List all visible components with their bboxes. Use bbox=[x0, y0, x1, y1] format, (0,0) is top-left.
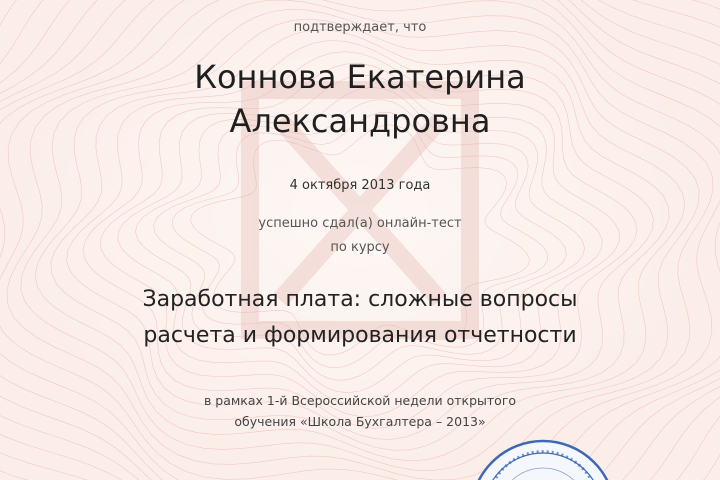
course-title bbox=[0, 282, 720, 354]
course-title-line1: Заработная плата: сложные вопросы bbox=[142, 287, 578, 312]
program-context-line2: обучения «Школа Бухгалтера – 2013» bbox=[234, 414, 486, 429]
certificate-date: 4 октября 2013 года bbox=[289, 178, 431, 193]
seal-stamp bbox=[468, 438, 618, 480]
program-context bbox=[0, 390, 720, 432]
passed-text: успешно сдал(а) онлайн-тест bbox=[258, 216, 462, 231]
course-label: по курсу bbox=[330, 240, 390, 255]
recipient-name bbox=[0, 55, 720, 143]
course-title-line2: расчета и формирования отчетности bbox=[143, 323, 577, 348]
recipient-name-line2: Александровна bbox=[229, 102, 491, 140]
confirms-text: подтверждает, что bbox=[293, 20, 427, 35]
recipient-name-line1: Коннова Екатерина bbox=[194, 58, 526, 96]
program-context-line1: в рамках 1-й Всероссийской недели открытого bbox=[203, 393, 517, 408]
